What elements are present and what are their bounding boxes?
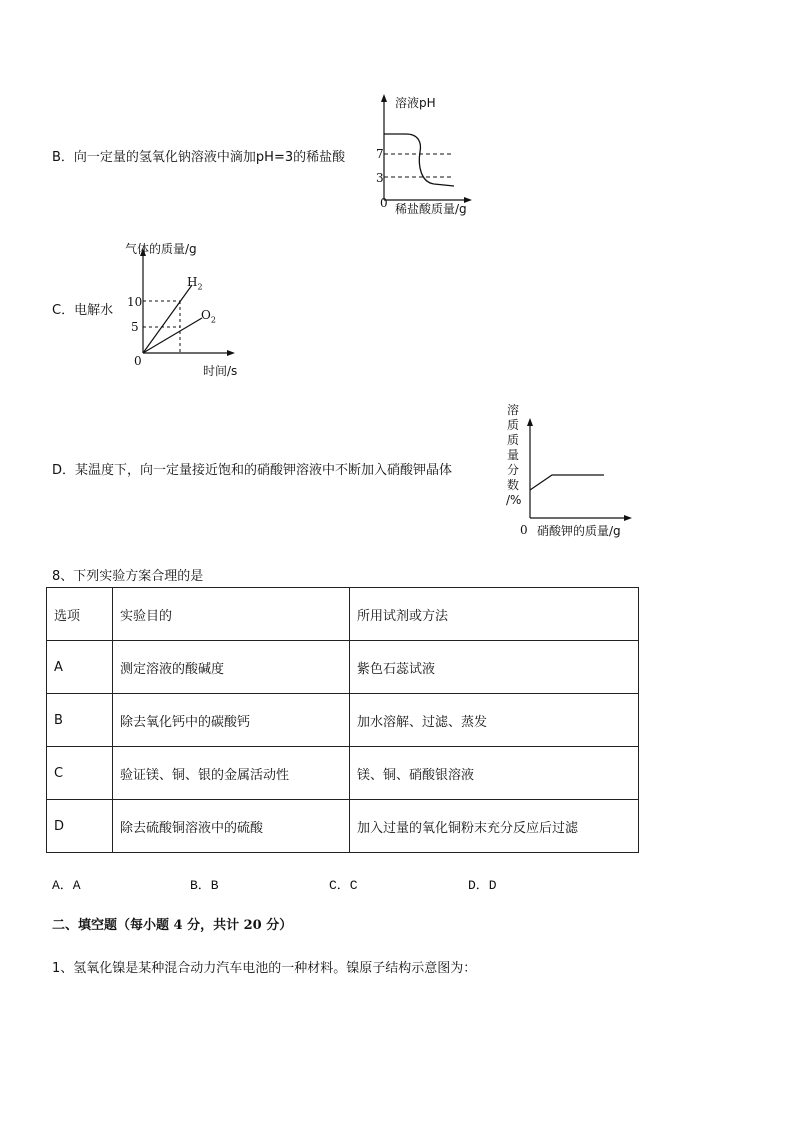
section-2-heading: 二、填空题（每小题 4 分，共计 20 分）: [52, 918, 293, 933]
table-row: [47, 641, 639, 694]
option-c-tick-5: 5: [131, 320, 139, 334]
row-option: C: [47, 747, 113, 800]
question-8-title: 8、下列实验方案合理的是: [52, 569, 204, 584]
row-method: 镁、铜、硝酸银溶液: [350, 747, 639, 800]
answer-option-a[interactable]: A．A: [52, 878, 81, 893]
question-1-text: 1、氢氧化镍是某种混合动力汽车电池的一种材料。镍原子结构示意图为：: [52, 961, 477, 976]
o2-label: $O_2$: [201, 308, 216, 325]
table-row: [47, 694, 639, 747]
option-c-tick-10: 10: [127, 295, 143, 309]
header-option: 选项: [47, 588, 113, 641]
option-b-origin: 0: [380, 196, 388, 210]
row-option: B: [47, 694, 113, 747]
option-d-origin: 0: [520, 523, 528, 537]
answer-option-b[interactable]: B．B: [190, 878, 219, 893]
mass-fraction-line: [530, 475, 604, 490]
header-purpose: 实验目的: [113, 588, 350, 641]
electrolysis-chart: [130, 238, 240, 368]
answer-option-c[interactable]: C．C: [329, 878, 358, 893]
table-row: [47, 747, 639, 800]
option-c-xlabel: 时间/s: [203, 364, 238, 378]
o2-line: [143, 318, 202, 353]
table-row: [47, 800, 639, 853]
y-axis-arrow: [527, 418, 533, 426]
option-d-text: D．某温度下，向一定量接近饱和的硝酸钾溶液中不断加入硝酸钾晶体: [52, 463, 453, 478]
row-method: 紫色石蕊试液: [350, 641, 639, 694]
row-purpose: 测定溶液的酸碱度: [113, 641, 350, 694]
x-axis-arrow: [227, 350, 235, 356]
y-axis-arrow: [381, 94, 387, 102]
row-purpose: 验证镁、铜、银的金属活动性: [113, 747, 350, 800]
option-d-ylabel: 溶 质 质 量 分 数 /%: [506, 403, 522, 507]
x-axis-arrow: [624, 515, 632, 521]
option-b-text: B．向一定量的氢氧化钠溶液中滴加pH=3的稀盐酸: [52, 150, 346, 165]
row-option: A: [47, 641, 113, 694]
row-purpose: 除去氧化钙中的碳酸钙: [113, 694, 350, 747]
option-b-xlabel: 稀盐酸质量/g: [395, 202, 467, 216]
option-c-ylabel: 气体的质量/g: [125, 242, 197, 256]
option-b-tick-3: 3: [376, 171, 384, 185]
option-d-xlabel: 硝酸钾的质量/g: [537, 524, 621, 538]
table-header-row: [47, 588, 639, 641]
ph-curve: [384, 134, 454, 186]
option-b-ylabel: 溶液pH: [395, 96, 436, 110]
row-method: 加入过量的氧化铜粉末充分反应后过滤: [350, 800, 639, 853]
solubility-chart: [524, 414, 644, 524]
option-b-tick-7: 7: [376, 147, 384, 161]
h2-label: $H_2$: [187, 275, 203, 292]
option-c-text: C．电解水: [52, 303, 114, 318]
row-purpose: 除去硫酸铜溶液中的硫酸: [113, 800, 350, 853]
row-method: 加水溶解、过滤、蒸发: [350, 694, 639, 747]
h2-line: [143, 285, 192, 353]
experiment-table: [46, 587, 639, 853]
answer-option-d[interactable]: D．D: [468, 878, 497, 893]
option-c-origin: 0: [134, 354, 142, 368]
row-option: D: [47, 800, 113, 853]
header-method: 所用试剂或方法: [350, 588, 639, 641]
